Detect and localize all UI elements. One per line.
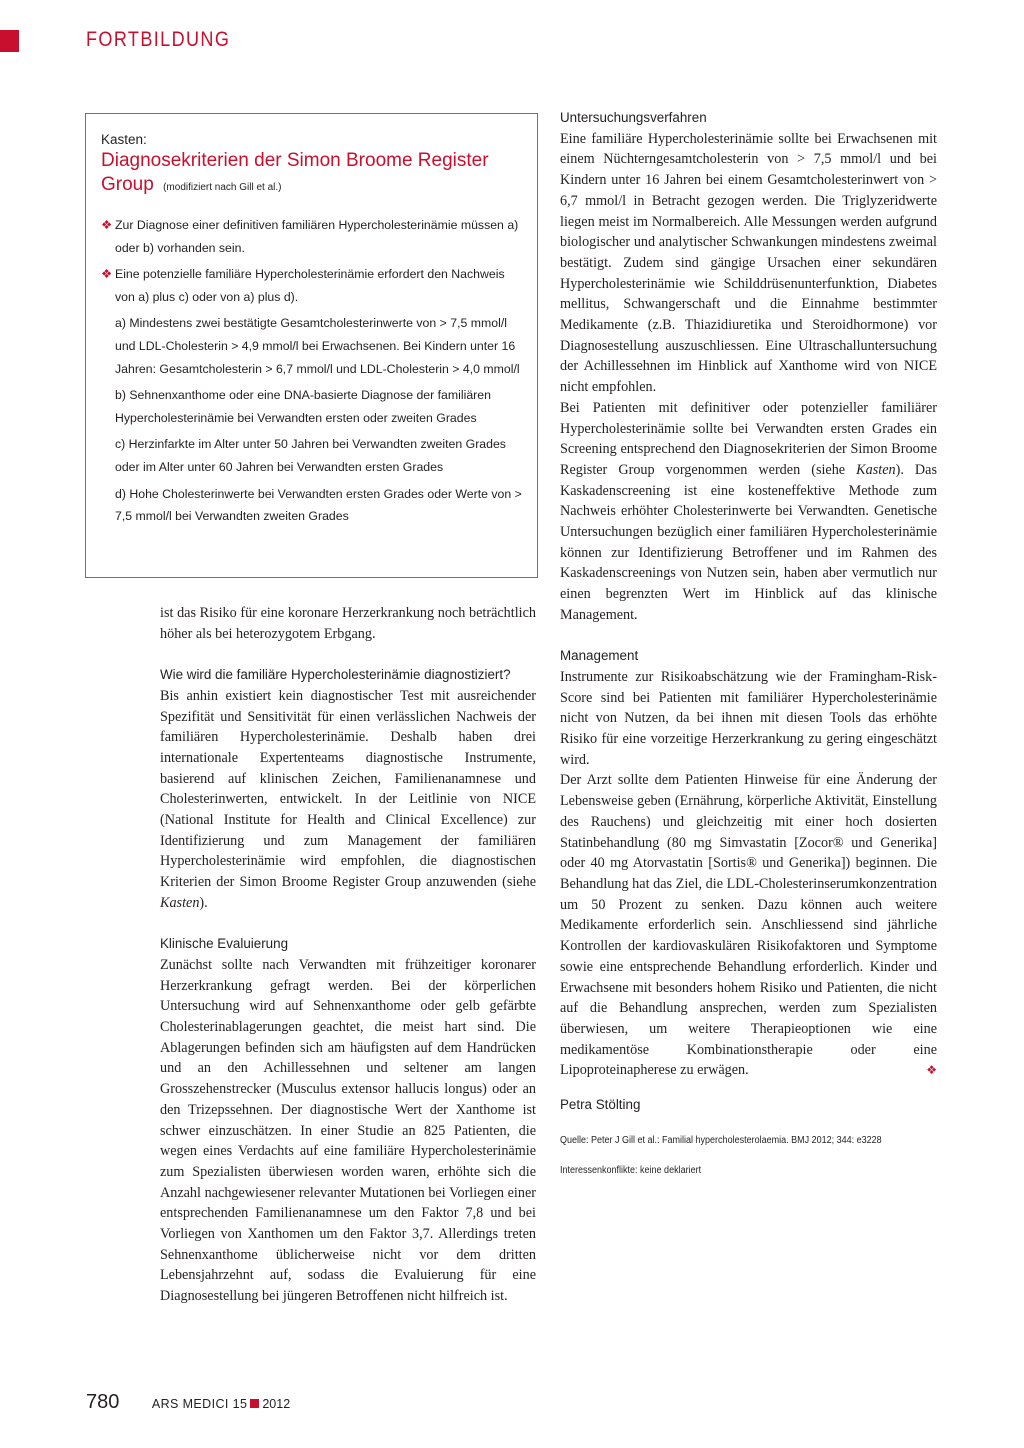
box-title	[101, 149, 526, 200]
box-reference: Kasten	[160, 894, 200, 911]
paragraph-examination: Eine familiäre Hypercholesterinämie sollte bei Erwachsenen mit einem Nüchterngesamtcholesterin von > 7,5 mmol/l und bei Kindern unter 16 Jahren bei einem Gesamtcholesterinwert von > 6,7 mmol/l in Betracht gezogen werden. Die Triglyzeridwerte liegen meist im Normalbereich. Alle Messungen werden aufgrund biologischer und analytischer Schwankungen mindestens zweimal bestätigt. Zudem sind gängige Ursachen einer sekundären Hypercholesterinämie wie Schilddrüsenunterfunktion, Diabetes mellitus, Schwangerschaft und die Einnahme bestimmter Medikamente (z.B. Thiazidiuretika und Steroidhormone) vor Diagnosestellung auszuschliessen. Eine Ultraschalluntersuchung der Achillessehnen im Hinblick auf Xanthome wird von NICE nicht empfohlen.	[560, 130, 937, 396]
heading-examination: Untersuchungsverfahren	[560, 110, 707, 125]
paragraph-clinical-evaluation: Zunächst sollte nach Verwandten mit frühzeitiger koronarer Herzerkrankung gefragt werden. Bei der körperlichen Untersuchung wird auf Sehnenxanthome oder gelb gefärbte Cholesterinablagerungen geachtet, die meist hart sind. Die Ablagerungen befinden sich am häufigsten auf dem Handrücken und an den Achillessehnen und seltener am langen Grosszehenstrecker (Musculus extensor hallucis longus) oder an den Trizepssehnen. Der diagnostische Wert der Xanthome ist schwer einzuschätzen. In einer Studie an 825 Patienten, die wegen eines Verdachts auf eine familiäre Hypercholesterinämie zum Spezialisten überwiesen worden waren, erhöhte sich die Anzahl nachgewiesener relevanter Mutationen bei Vorliegen einer entsprechenden Familienanamnese um den Faktor 7,8 und bei Vorliegen von Xanthomen um den Faktor 3,7. Allerdings treten Sehnenxanthome üblicherweise nicht vor dem dritten Lebensjahrzehnt auf, sodass die Evaluierung für eine Diagnosestellung bei jüngeren Betroffenen nicht hilfreich ist.	[160, 956, 536, 1305]
paragraph-diagnosis: Bis anhin existiert kein diagnostischer Test mit ausreichender Spezifität und Sensitivität für einen verlässlichen Nachweis der familiären Hypercholesterinämie. Deshalb haben drei internationale Expertenteams diagnostische Instrumente, basierend auf klinischen Zeichen, Familienanamnese und Cholesterinwerten, entwickelt. In der Leitlinie von NICE (National Institute for Health and Clinical Excellence) zur Identifizierung und zum Management der familiären Hypercholesterinämie wird empfohlen, die diagnostischen Kriterien der Simon Broome Register Group anzuwenden (siehe Kasten).	[160, 687, 536, 911]
heading-diagnosis: Wie wird die familiäre Hypercholesterinämie diagnostiziert?	[160, 667, 511, 683]
diamond-bullet-icon: ❖	[101, 267, 113, 282]
square-icon	[250, 1399, 259, 1408]
intro-paragraph: ist das Risiko für eine koronare Herzerkrankung noch beträchtlich höher als bei heterozygotem Erbgang.	[160, 605, 536, 642]
box-label: Kasten:	[101, 132, 147, 147]
box-title-text: Diagnosekriterien der Simon Broome Register Group	[101, 150, 489, 195]
issue-year: 2012	[262, 1397, 291, 1411]
source-citation: Quelle: Peter J Gill et al.: Familial hypercholesterolaemia. BMJ 2012; 344: e3228	[560, 1134, 882, 1146]
section-color-tab	[0, 30, 19, 52]
left-column	[160, 603, 536, 1307]
criteria-item: d) Hohe Cholesterinwerte bei Verwandten ersten Grades oder Werte von > 7,5 mmol/l bei Verwandten zweiten Grades	[115, 486, 522, 524]
section-label: FORTBILDUNG	[86, 28, 231, 51]
criteria-list	[101, 214, 526, 528]
paragraph-management-2: Der Arzt sollte dem Patienten Hinweise für eine Änderung der Lebensweise geben (Ernährung, körperliche Aktivität, Einstellung des Rauchens) und gleichzeitig mit einer hoch dosierten Statinbehandlung (80 mg Simvastatin [Zocor® und Generika] oder 40 mg Atorvastatin [Sortis® und Generika]) beginnen. Die Behandlung hat das Ziel, die LDL-Cholesterinserumkonzentration um 50 Prozent zu senken. Dazu können auch weitere Medikamente erforderlich sein. Anschliessend sind jährliche Kontrollen der kardiovaskulären Risikofaktoren und Symptome sowie eine entsprechende Behandlung erforderlich. Kinder und Erwachsene mit besonders hohem Risiko und Patienten, die nicht auf die Behandlung ansprechen, werden zum Spezialisten überwiesen, um weitere Therapieoptionen wie eine medikamentöse Kombinationstherapie oder eine Lipoproteinapherese zu erwägen. ❖	[560, 770, 937, 1081]
criteria-item: b) Sehnenxanthome oder eine DNA-basierte Diagnose der familiären Hypercholesterinämie bei Verwandten ersten oder zweiten Grades	[115, 388, 491, 425]
paragraph-screening: Bei Patienten mit definitiver oder potenzieller familiärer Hypercholesterinämie sollte bei Verwandten ersten Grades ein Screening entsprechend den Diagnosekriterien der Simon Broome Register Group vorgenommen werden (siehe Kasten). Das Kaskadenscreening ist eine kosteneffektive Methode zum Nachweis erhöhter Cholesterinwerte bei Verwandten. Genetische Untersuchungen bezüglich einer familiären Hypercholesterinämie können zur Identifizierung Betroffener und im Rahmen des Kaskadenscreenings von Nutzen sein, haben aber vermutlich nur einen begrenzten Wert im Hinblick auf das klinische Management.	[560, 399, 937, 623]
page-number: 780	[86, 1391, 120, 1413]
info-box	[85, 113, 538, 578]
criteria-item: ❖ Eine potenzielle familiäre Hypercholesterinämie erfordert den Nachweis von a) plus c) oder von a) plus d).	[101, 263, 526, 308]
journal-name: ARS MEDICI 15	[151, 1397, 248, 1411]
diamond-bullet-icon: ❖	[101, 218, 113, 232]
page-footer	[86, 1391, 290, 1414]
paragraph-management-1: Instrumente zur Risikoabschätzung wie der Framingham-Risk-Score sind bei Patienten mit familiärer Hypercholesterinämie nicht von Nutzen, da bei ihnen mit diesen Tools das erhöhte Risiko für eine vorzeitige Herzerkrankung zu gering eingeschätzt wird.	[560, 668, 937, 768]
box-reference: Kasten	[856, 461, 896, 478]
author-name: Petra Stölting	[560, 1097, 641, 1113]
heading-clinical-evaluation: Klinische Evaluierung	[160, 936, 289, 952]
criteria-item: a) Mindestens zwei bestätigte Gesamtcholesterinwerte von > 7,5 mmol/l und LDL-Cholesterin > 4,9 mmol/l bei Erwachsenen. Bei Kindern unter 16 Jahren: Gesamtcholesterin > 6,7 mmol/l und LDL-Cholesterin > 4,0 mmol/l	[115, 316, 520, 376]
end-diamond-icon: ❖	[926, 1063, 937, 1078]
criteria-item: ❖ Zur Diagnose einer definitiven familiären Hypercholesterinämie müssen a) oder b) vorhanden sein.	[101, 214, 526, 259]
criteria-item: c) Herzinfarkte im Alter unter 50 Jahren bei Verwandten zweiten Grades oder im Alter unter 60 Jahren bei Verwandten ersten Grades	[115, 437, 506, 474]
right-column	[560, 108, 937, 1178]
heading-management: Management	[560, 648, 639, 664]
box-title-note: (modifiziert nach Gill et al.)	[163, 182, 282, 193]
conflict-of-interest: Interessenkonflikte: keine deklariert	[560, 1164, 702, 1176]
